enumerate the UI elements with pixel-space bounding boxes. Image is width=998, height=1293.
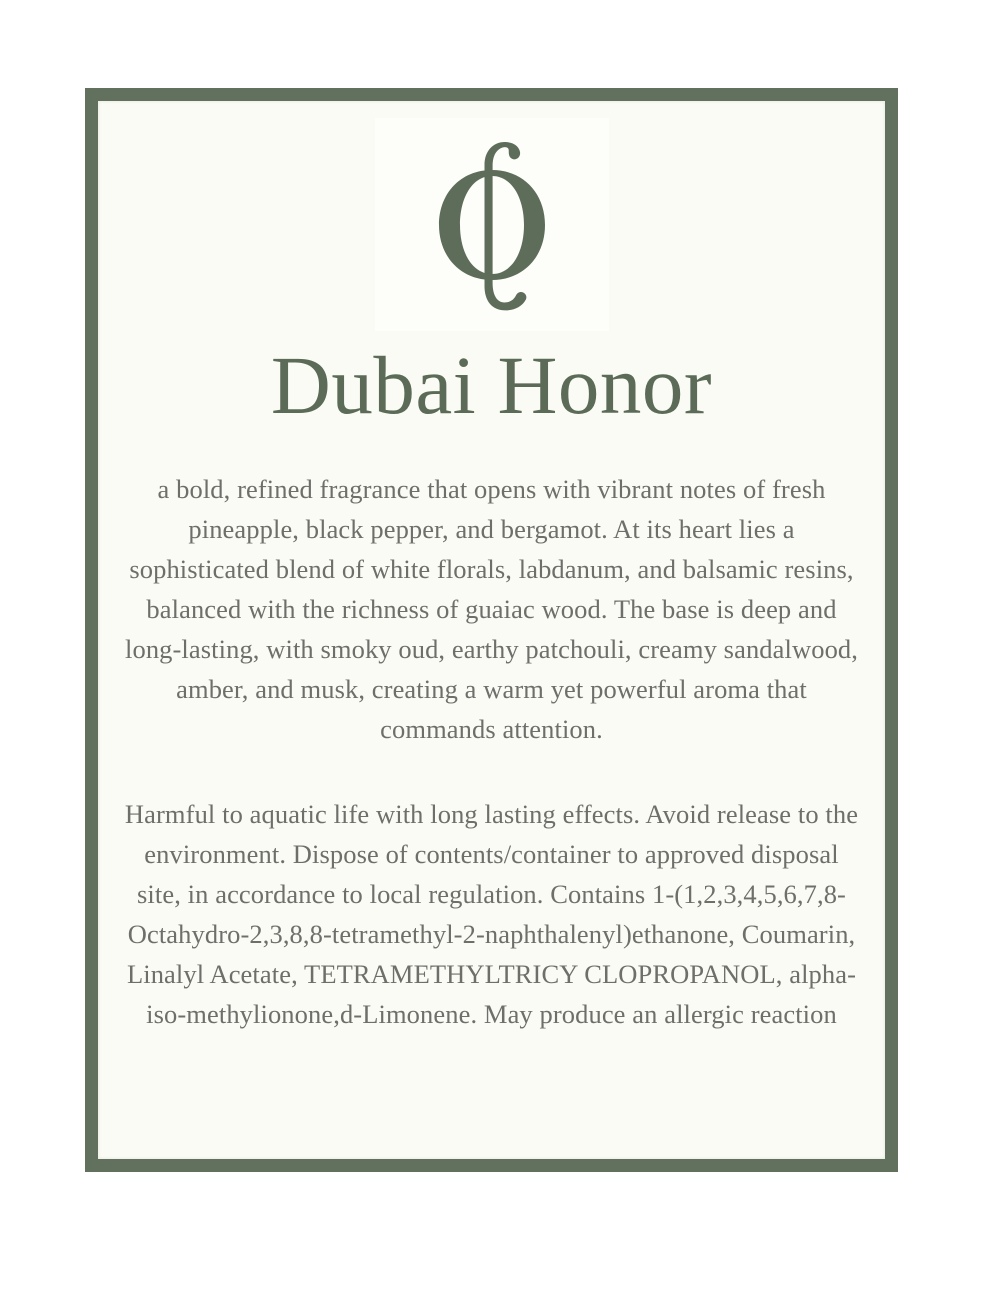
safety-warning-text: Harmful to aquatic life with long lasting effects. Avoid release to the environment. Dispose of contents/container to approved disposal site, in accordance to local regulation. Contains 1-(1,2,3,4,5,6,7,8-Octahydro-2,3,8,8-tetramethyl-2-naphthalenyl)ethanone, Coumarin, Linalyl Acetate, TETRAMETHYLTRICY CLOPROPANOL, alpha-iso-methylionone,d-Limonene. May produce an allergic reaction bbox=[124, 799, 859, 1029]
brand-logo-panel bbox=[375, 118, 609, 331]
label-copy-area bbox=[124, 469, 859, 1034]
label-inner-surface bbox=[98, 101, 885, 1159]
monogram-o-slash-icon bbox=[417, 135, 567, 315]
product-label-card bbox=[85, 88, 898, 1172]
product-description: a bold, refined fragrance that opens with vibrant notes of fresh pineapple, black pepper, and bergamot. At its heart lies a sophisticated blend of white florals, labdanum, and balsamic resins, balanced with the richness of guaiac wood. The base is deep and long-lasting, with smoky oud, earthy patchouli, creamy sandalwood, amber, and musk, creating a warm yet powerful aroma that commands attention. bbox=[125, 474, 858, 744]
page-title: Dubai Honor bbox=[270, 339, 713, 431]
